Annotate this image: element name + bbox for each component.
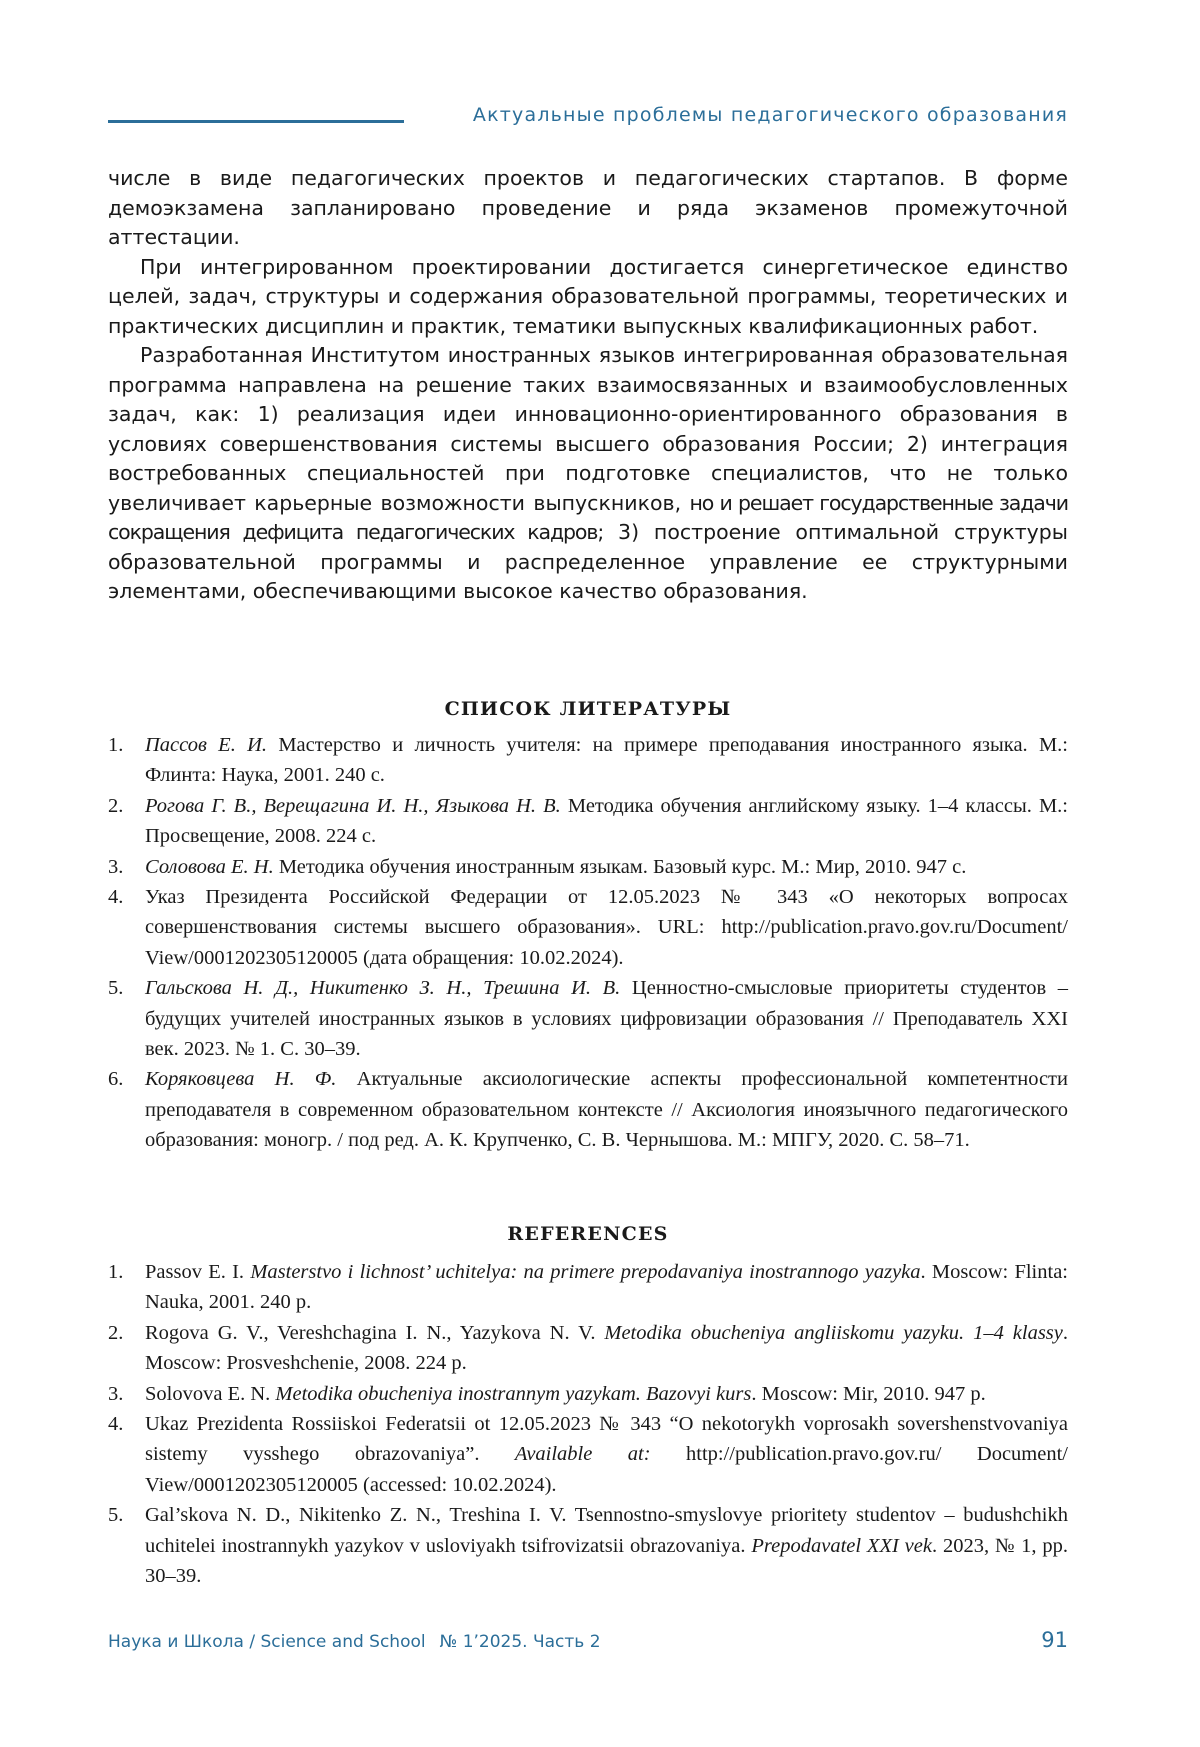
- item-authors: Соловова Е. Н.: [145, 855, 274, 878]
- item-number: 2.: [108, 794, 124, 817]
- item-pre: Passov E. I.: [145, 1261, 251, 1283]
- item-number: 4.: [108, 1413, 124, 1436]
- literature-item: [108, 791, 1068, 852]
- running-header: [108, 100, 1068, 130]
- item-text: Актуальные аксиологические аспекты профессиональной компетентности преподавателя в современном образовательном контексте // Аксиология иноязычного педагогического образования: моногр. / под ред. А. К. Крупченко, С. В. Чернышова. М.: МПГУ, 2020. С. 58–71.: [145, 1068, 1068, 1152]
- item-pre: Rogova G. V., Vereshchagina I. N., Yazykova N. V.: [145, 1321, 605, 1344]
- paragraph-3-part-a: Разработанная Институтом иностранных языков интегрированная образовательная программа направлена на решение таких взаимосвязанных и взаимообусловленных задач, как: 1) реализация идеи инновационно-ориентированного образования в условиях совершенствования системы высшего образования России; 2) интеграция востребованных специальностей при подготовке специалистов, что не только увеличивает карьерные возможности выпускников,: [108, 343, 1068, 515]
- item-post: http://publication.pravo.gov.ru/ Document/ View/0001202305120005 (accessed: 10.02.2024).: [145, 1443, 1068, 1496]
- item-number: 1.: [108, 1261, 124, 1283]
- item-post: . Moscow: Prosveshchenie, 2008. 224 p.: [145, 1321, 1068, 1375]
- item-pre: Solovova E. N.: [145, 1382, 276, 1405]
- item-text: Методика обучения иностранным языкам. Базовый курс. М.: Мир, 2010. 947 с.: [273, 855, 967, 878]
- item-number: 1.: [108, 734, 124, 756]
- reference-item: [108, 1379, 1068, 1409]
- item-post: . Moscow: Flinta: Nauka, 2001. 240 p.: [145, 1261, 1068, 1314]
- reference-item: [108, 1318, 1068, 1379]
- literature-item: [108, 882, 1068, 973]
- item-italic: Masterstvo i lichnost’ uchitelya: na primere prepodavaniya inostrannogo yazyka: [250, 1261, 921, 1283]
- references-list: [108, 1257, 1068, 1591]
- item-italic: Prepodavatel XXI vek: [751, 1534, 932, 1557]
- item-authors: Гальскова Н. Д., Никитенко З. Н., Трешина И. В.: [145, 977, 621, 1000]
- item-pre: Gal’skova N. D., Nikitenko Z. N., Treshina I. V. Tsennostno-smyslovye prioritety studentov – budushchikh uchitelei inostrannykh yazykov v usloviyakh tsifrovizatsii obrazovaniya.: [145, 1504, 1068, 1557]
- paragraph-2: При интегрированном проектировании достигается синергетическое единство целей, задач, структуры и содержания образовательной программы, теоретических и практических дисциплин и практик, тематики выпускных квалификационных работ.: [108, 254, 1068, 338]
- footer-journal: [108, 1632, 601, 1652]
- reference-item: [108, 1500, 1068, 1591]
- item-authors: Рогова Г. В., Верещагина И. Н., Языкова Н. В.: [145, 794, 561, 817]
- item-number: 3.: [108, 1382, 124, 1405]
- item-number: 2.: [108, 1321, 124, 1344]
- item-number: 5.: [108, 977, 124, 1000]
- item-authors: Пассов Е. И.: [145, 734, 268, 756]
- item-authors: Коряковцева Н. Ф.: [145, 1068, 337, 1091]
- literature-heading: СПИСОК ЛИТЕРАТУРЫ: [444, 698, 732, 720]
- journal-name: Наука и Школа / Science and School: [108, 1632, 426, 1652]
- literature-item: [108, 730, 1068, 791]
- item-italic: Available at:: [514, 1443, 651, 1466]
- references-heading: REFERENCES: [507, 1223, 669, 1245]
- running-header-title: Актуальные проблемы педагогического образования: [472, 104, 1068, 126]
- literature-list: [108, 730, 1068, 1156]
- literature-item: [108, 973, 1068, 1064]
- paragraph-3-part-c: 3) построение оптимальной структуры образовательной программы и распределенное управление ее структурными элементами, обеспечивающими высокое качество образования.: [108, 520, 1068, 603]
- paragraph-3-part-b: но и решает государственные задачи сокращения дефицита педагогических кадров;: [108, 490, 1068, 544]
- paragraph-3: [108, 341, 1068, 607]
- body-text: [108, 164, 1068, 607]
- item-number: 3.: [108, 855, 124, 878]
- reference-item: [108, 1409, 1068, 1500]
- item-text: Мастерство и личность учителя: на примере преподавания иностранного языка. М.: Флинта: Наука, 2001. 240 с.: [145, 734, 1068, 787]
- item-text: Указ Президента Российской Федерации от 12.05.2023 № 343 «О некоторых вопросах совершенствования системы высшего образования». URL: http://publication.pravo.gov.ru/Document/ View/0001202305120005 (дата обращения: 10.02.2024).: [145, 886, 1068, 969]
- literature-item: [108, 852, 1068, 882]
- item-post: . 2023, № 1, pp. 30–39.: [145, 1534, 1069, 1588]
- header-rule: [108, 120, 404, 123]
- page-number: 91: [1041, 1628, 1068, 1652]
- issue-label: № 1’2025. Часть 2: [439, 1632, 601, 1652]
- item-italic: Metodika obucheniya inostrannym yazykam. Bazovyi kurs: [275, 1382, 752, 1405]
- item-number: 4.: [108, 886, 124, 909]
- reference-item: [108, 1257, 1068, 1318]
- item-text: Методика обучения английскому языку. 1–4 классы. М.: Просвещение, 2008. 224 с.: [145, 794, 1068, 848]
- item-italic: Metodika obucheniya angliiskomu yazyku. 1–4 klassy: [604, 1321, 1063, 1344]
- item-pre: Ukaz Prezidenta Rossiiskoi Federatsii ot 12.05.2023 № 343 “O nekotorykh voprosakh sovershenstvovaniya sistemy vysshego obrazovaniya”.: [145, 1413, 1068, 1466]
- item-number: 6.: [108, 1068, 124, 1091]
- item-post: . Moscow: Mir, 2010. 947 p.: [751, 1382, 986, 1405]
- item-number: 5.: [108, 1504, 124, 1527]
- item-text: Ценностно-смысловые приоритеты студентов – будущих учителей иностранных языков в условиях цифровизации образования // Преподаватель XXI век. 2023. № 1. С. 30–39.: [145, 977, 1068, 1061]
- paragraph-1: числе в виде педагогических проектов и педагогических стартапов. В форме демоэкзамена запланировано проведение и ряда экзаменов промежуточной аттестации.: [108, 166, 1068, 249]
- literature-item: [108, 1064, 1068, 1155]
